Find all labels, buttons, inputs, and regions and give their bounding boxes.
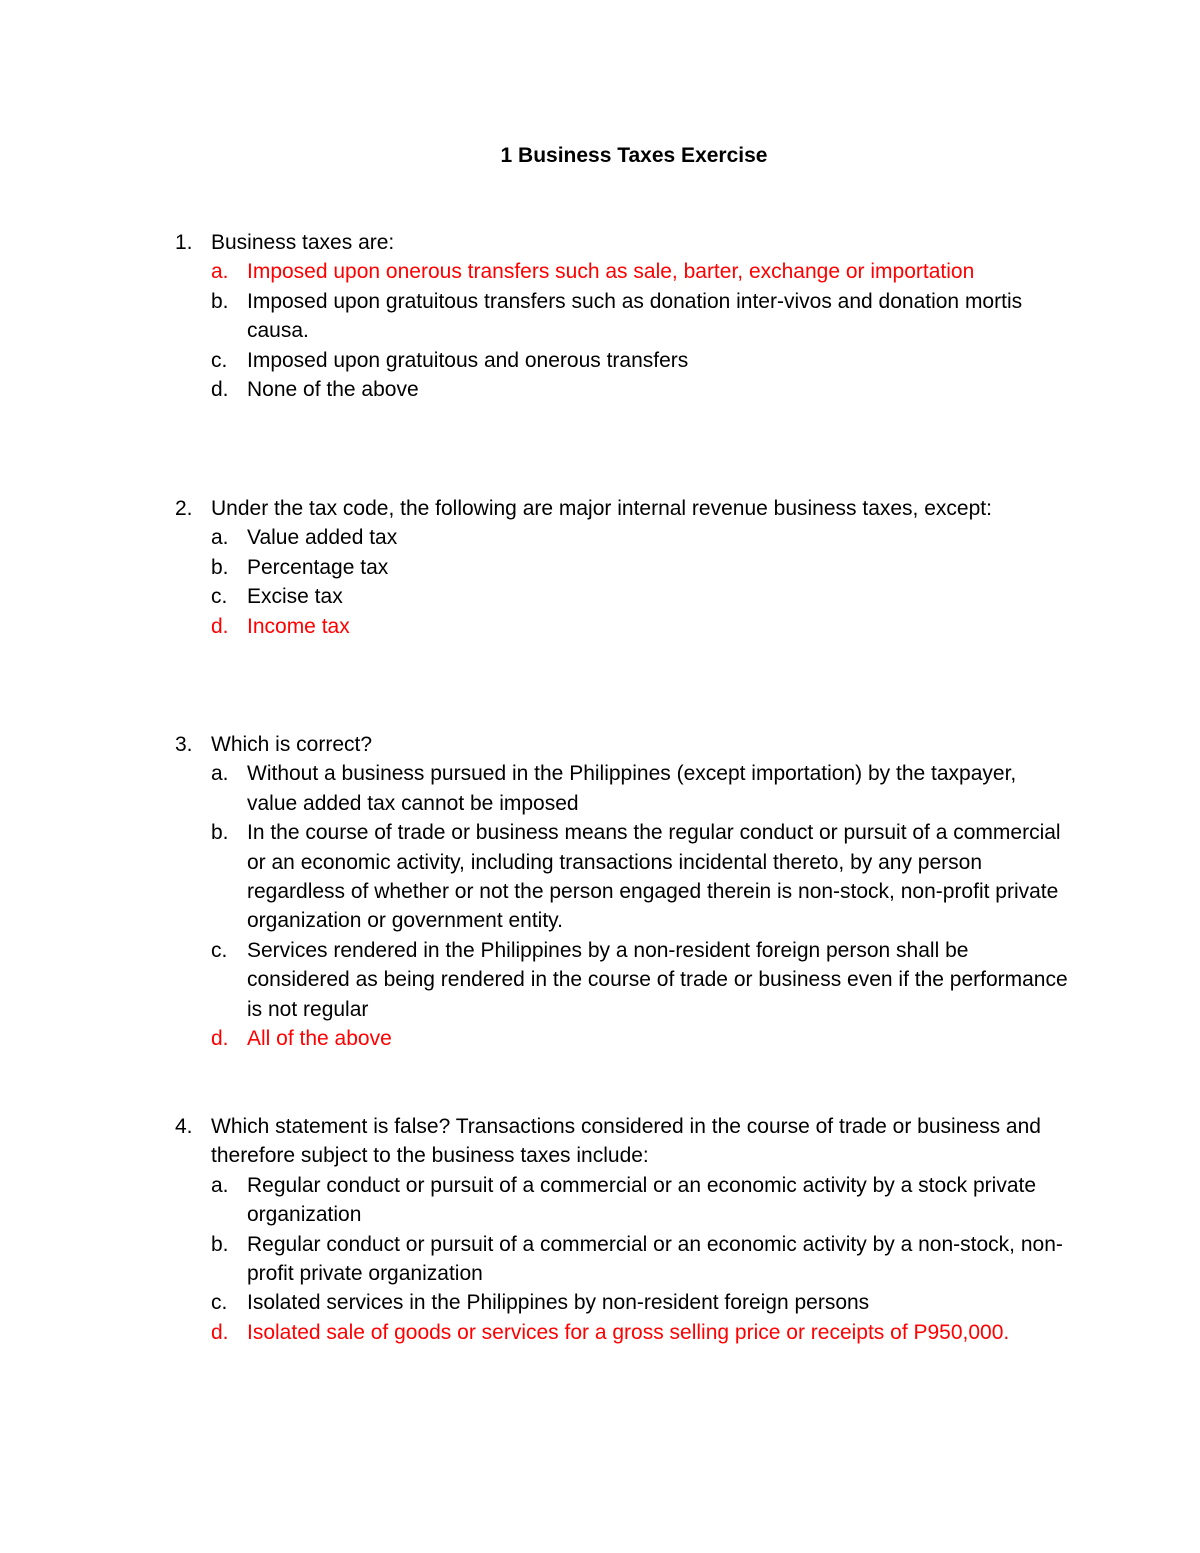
question-stem [175, 1112, 1070, 1171]
question-text: Which statement is false? Transactions considered in the course of trade or business and therefore subject to the business taxes include: [211, 1115, 1041, 1168]
option-text: None of the above [247, 378, 419, 402]
option-letter: d. [211, 378, 229, 402]
option-letter: a. [211, 1173, 229, 1197]
option-letter: d. [211, 614, 229, 638]
option-text: Services rendered in the Philippines by a non-resident foreign person shall be considered as being rendered in the course of trade or business even if the performance is not regular [247, 938, 1068, 1021]
option-text: Imposed upon onerous transfers such as sale, barter, exchange or importation [247, 260, 975, 284]
option-b [211, 553, 1070, 582]
option-letter: d. [211, 1027, 229, 1051]
question-text: Under the tax code, the following are major internal revenue business taxes, except: [211, 497, 992, 520]
option-text: Isolated services in the Philippines by non-resident foreign persons [247, 1291, 870, 1315]
option-letter: b. [211, 555, 229, 579]
question-number: 3. [175, 733, 193, 756]
option-text: Imposed upon gratuitous and onerous transfers [247, 348, 689, 372]
option-letter: b. [211, 821, 229, 845]
question-text: Which is correct? [211, 733, 373, 756]
option-c [211, 582, 1070, 611]
option-a [211, 759, 1070, 818]
question-stem [175, 228, 1070, 257]
option-text: Without a business pursued in the Philippines (except importation) by the taxpayer, value added tax cannot be imposed [247, 762, 1017, 815]
option-text: Excise tax [247, 585, 343, 609]
option-text: Regular conduct or pursuit of a commercial or an economic activity by a non-stock, non-profit private organization [247, 1232, 1063, 1286]
option-text: Income tax [247, 614, 350, 638]
option-c [211, 936, 1070, 1024]
option-text: Percentage tax [247, 555, 389, 579]
option-letter: a. [211, 260, 229, 284]
option-b [211, 818, 1070, 936]
question-number: 2. [175, 497, 193, 520]
question-4 [175, 1112, 1070, 1347]
option-letter: c. [211, 585, 228, 609]
question-stem [175, 494, 1070, 523]
option-letter: a. [211, 526, 229, 550]
option-text: Value added tax [247, 526, 398, 550]
question-2 [175, 494, 1070, 641]
option-letter: c. [211, 938, 228, 962]
page-title: 1 Business Taxes Exercise [500, 144, 768, 167]
option-text: All of the above [247, 1027, 392, 1051]
question-3 [175, 730, 1070, 1053]
option-list [211, 257, 1070, 404]
option-text: In the course of trade or business means the regular conduct or pursuit of a commercial or an economic activity, including transactions incidental thereto, by any person regardless of whether or not the person engaged therein is non-stock, non-profit private organization or government entity. [247, 821, 1061, 933]
option-text: Regular conduct or pursuit of a commercial or an economic activity by a stock private organization [247, 1173, 1037, 1227]
option-a [211, 523, 1070, 552]
option-list [211, 523, 1070, 641]
option-c [211, 1288, 1070, 1317]
option-text: Imposed upon gratuitous transfers such as donation inter-vivos and donation mortis causa. [247, 289, 1023, 343]
question-stem [175, 730, 1070, 759]
option-letter: b. [211, 1232, 229, 1256]
option-b [211, 1230, 1070, 1289]
option-letter: a. [211, 762, 229, 786]
option-c [211, 346, 1070, 375]
option-d [211, 375, 1070, 404]
option-letter: c. [211, 1291, 228, 1315]
question-number: 1. [175, 231, 193, 254]
option-d [211, 612, 1070, 641]
option-d [211, 1318, 1070, 1347]
option-d [211, 1024, 1070, 1053]
question-1 [175, 228, 1070, 404]
question-number: 4. [175, 1115, 193, 1138]
option-b [211, 287, 1070, 346]
option-list [211, 759, 1070, 1053]
option-a [211, 1171, 1070, 1230]
option-letter: d. [211, 1320, 229, 1344]
option-list [211, 1171, 1070, 1347]
option-text: Isolated sale of goods or services for a gross selling price or receipts of P950,000. [247, 1320, 1010, 1344]
option-letter: b. [211, 289, 229, 313]
question-text: Business taxes are: [211, 231, 395, 254]
option-letter: c. [211, 348, 228, 372]
option-a [211, 257, 1070, 286]
